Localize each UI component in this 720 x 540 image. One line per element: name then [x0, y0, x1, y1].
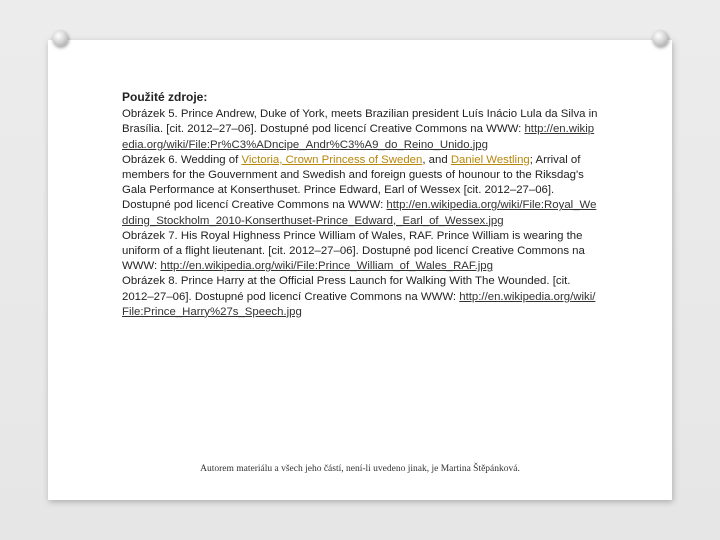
source-text: Obrázek 5. Prince Andrew, Duke of York, meets Brazilian president Luís Inácio Lula da Silva in Brasília. [cit. 2012–27–06]. Dostupné pod licencí Creative Commons na WWW: — [122, 108, 598, 136]
source-entry-8 — [122, 274, 600, 320]
source-link[interactable]: http://en.wikipedia.org/wiki/File:Prince_William_of_Wales_RAF.jpg — [160, 260, 493, 273]
pushpin-icon — [652, 30, 668, 46]
sources-list — [122, 90, 600, 320]
victoria-link[interactable]: Victoria, Crown Princess of Sweden — [241, 153, 423, 166]
source-text: Obrázek 8. Prince Harry at the Official Press Launch for Walking With The Wounded. [cit. 2012–27–06]. Dostupné pod licencí Creative Commons na WWW: — [122, 275, 571, 303]
source-text: Obrázek 6. Wedding of — [122, 153, 242, 166]
pushpin-icon — [52, 30, 68, 46]
sources-heading: Použité zdroje: — [122, 90, 208, 104]
daniel-westling-link[interactable]: Daniel Westling — [450, 153, 530, 166]
source-link[interactable]: http://en.wikipedia.org/wiki/File:Prince_Harry%27s_Speech.jpg — [122, 290, 596, 318]
source-entry-5 — [122, 107, 600, 153]
source-entry-7 — [122, 229, 600, 275]
source-link[interactable]: http://en.wikipedia.org/wiki/File:Pr%C3%ADncipe_Andr%C3%A9_do_Reino_Unido.jpg — [122, 123, 595, 151]
source-text: , and — [422, 153, 451, 166]
source-entry-6 — [122, 153, 600, 229]
source-text: ; Arrival of members for the Gouvernment and Swedish and foreign guests of hounour to the Riksdag's Gala Performance at Konserthuset. Prince Edward, Earl of Wessex [cit. 2012–27–06]. Dostupné pod licencí Creative Commons na WWW: — [122, 153, 584, 212]
source-link[interactable]: http://en.wikipedia.org/wiki/File:Royal_Wedding_Stockholm_2010-Konserthuset-Prince_Edward,_Earl_of_Wessex.jpg — [122, 199, 597, 227]
source-text: Obrázek 7. His Royal Highness Prince William of Wales, RAF. Prince William is wearing the uniform of a flight lieutenant. [cit. 2012–27–06]. Dostupné pod licencí Creative Commons na WWW: — [122, 229, 585, 273]
author-footer: Autorem materiálu a všech jeho částí, není-li uvedeno jinak, je Martina Štěpánková. — [200, 464, 520, 474]
